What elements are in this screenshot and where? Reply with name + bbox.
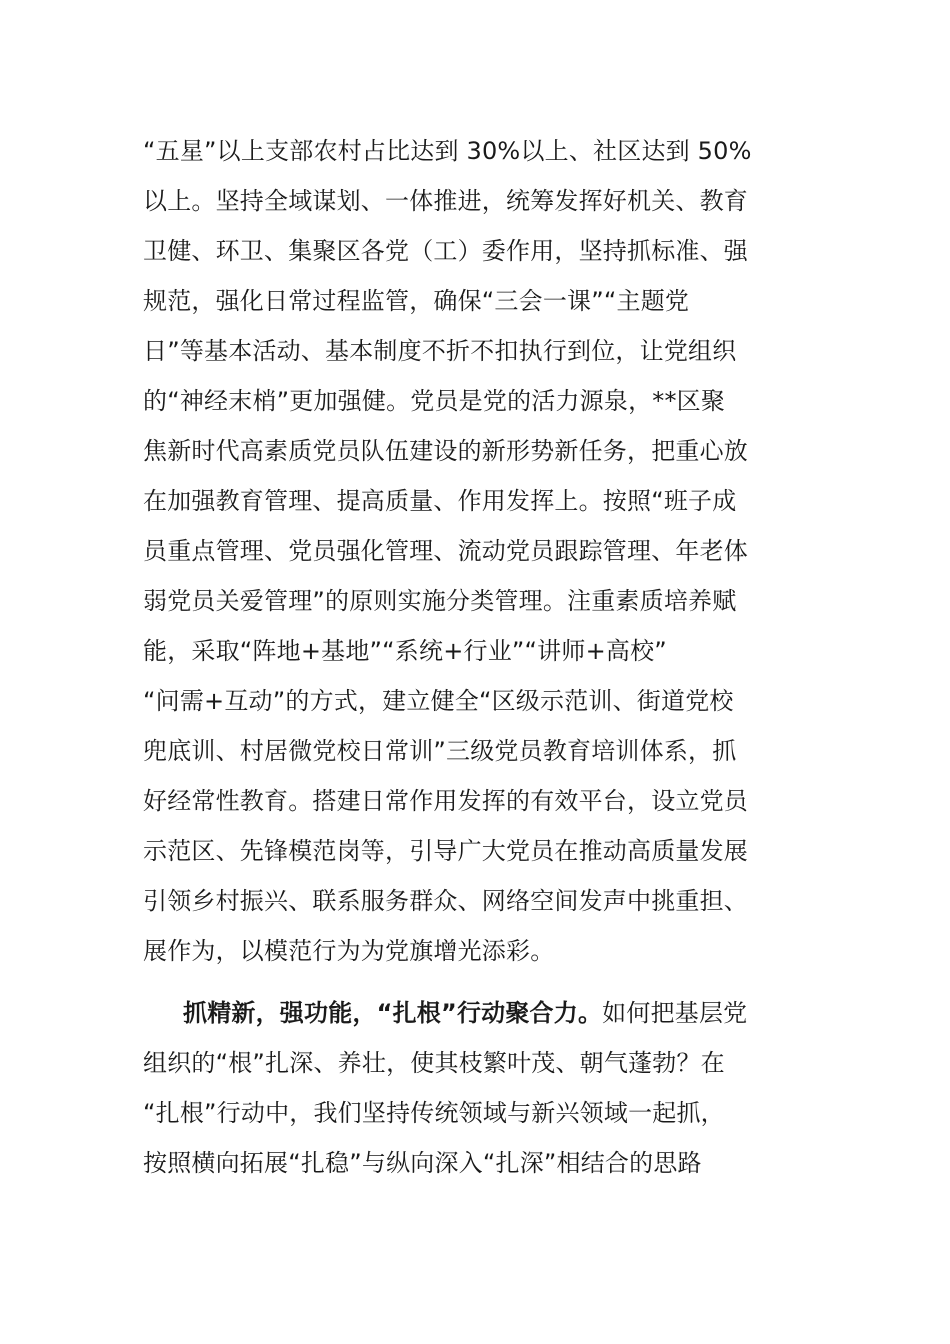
text-line: “扎根”行动中，我们坚持传统领域与新兴领域一起抓， xyxy=(143,1099,725,1127)
text-line: “五星”以上支部农村占比达到 30%以上、社区达到 50% xyxy=(143,137,752,165)
text-line: 焦新时代高素质党员队伍建设的新形势新任务，把重心放 xyxy=(143,437,748,465)
text-line: 日”等基本活动、基本制度不折不扣执行到位，让党组织 xyxy=(143,337,737,365)
section-heading: 抓精新，强功能，“扎根”行动聚合力。 xyxy=(183,999,603,1027)
text-line: 组织的“根”扎深、养壮，使其枝繁叶茂、朝气蓬勃？在 xyxy=(143,1049,725,1077)
text-line: 展作为，以模范行为为党旗增光添彩。 xyxy=(143,937,555,965)
text-line: 兜底训、村居微党校日常训”三级党员教育培训体系，抓 xyxy=(143,737,737,765)
text-line: 按照横向拓展“扎稳”与纵向深入“扎深”相结合的思路 xyxy=(143,1149,702,1177)
heading-continuation: 如何把基层党 xyxy=(602,999,748,1027)
text-line: 示范区、先锋模范岗等，引导广大党员在推动高质量发展 xyxy=(143,837,748,865)
paragraph-1 xyxy=(143,126,813,976)
paragraph-2 xyxy=(143,988,813,1188)
text-line: 引领乡村振兴、联系服务群众、网络空间发声中挑重担、 xyxy=(143,887,748,915)
text-line: 员重点管理、党员强化管理、流动党员跟踪管理、年老体 xyxy=(143,537,748,565)
text-line: 能，采取“阵地+基地”“系统+行业”“讲师+高校” xyxy=(143,637,667,665)
text-line: 好经常性教育。搭建日常作用发挥的有效平台，设立党员 xyxy=(143,787,748,815)
paragraph-2-first-line xyxy=(143,988,813,1038)
text-line: 弱党员关爱管理”的原则实施分类管理。注重素质培养赋 xyxy=(143,587,737,615)
paragraph-gap xyxy=(143,976,813,988)
text-line: 规范，强化日常过程监管，确保“三会一课”“主题党 xyxy=(143,287,690,315)
text-line: 在加强教育管理、提高质量、作用发挥上。按照“班子成 xyxy=(143,487,737,515)
text-line: “问需+互动”的方式，建立健全“区级示范训、街道党校 xyxy=(143,687,734,715)
body-text xyxy=(143,126,813,1188)
text-line: 卫健、环卫、集聚区各党（工）委作用，坚持抓标准、强 xyxy=(143,237,748,265)
text-line: 以上。坚持全域谋划、一体推进，统筹发挥好机关、教育 xyxy=(143,187,748,215)
text-line: 的“神经末梢”更加强健。党员是党的活力源泉，**区聚 xyxy=(143,387,726,415)
